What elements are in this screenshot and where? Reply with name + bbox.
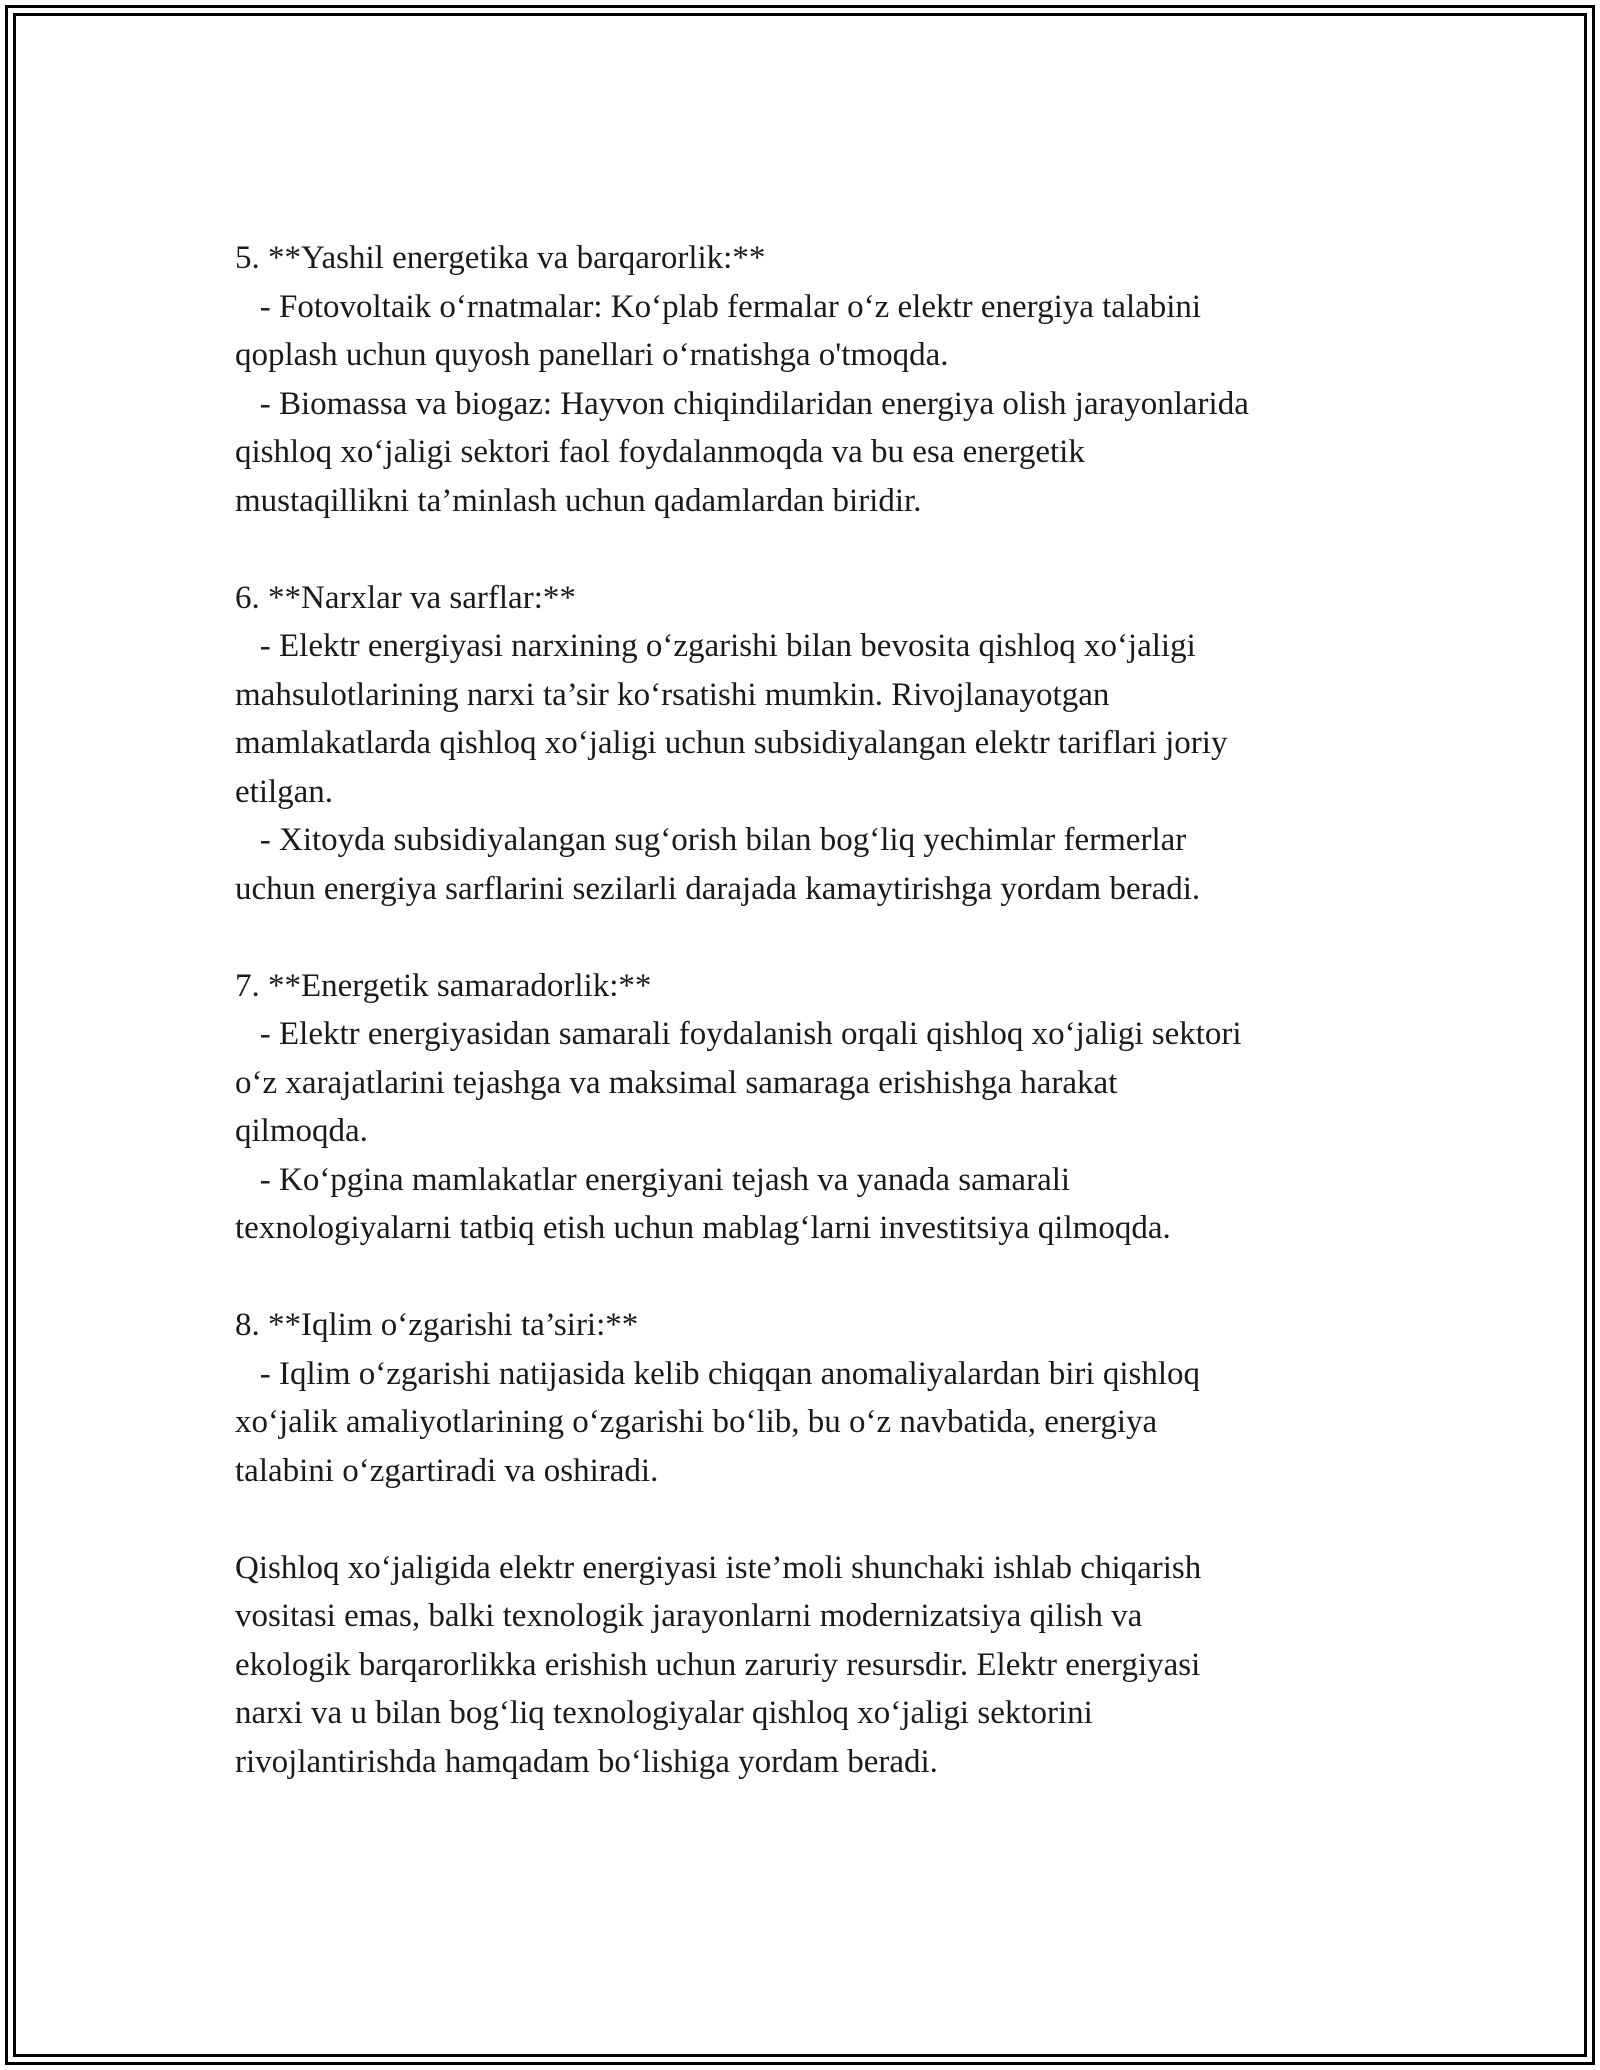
- document-body: [235, 234, 1405, 1835]
- text-line: etilgan.: [235, 773, 334, 810]
- text-line: xo‘jalik amaliyotlarining o‘zgarishi bo‘lib, bu o‘z navbatida, energiya: [235, 1404, 1158, 1440]
- text-line: - Elektr energiyasi narxining o‘zgarishi bilan bevosita qishloq xo‘jaligi: [235, 628, 1196, 664]
- text-line: rivojlantirishda hamqadam bo‘lishiga yordam beradi.: [235, 1743, 938, 1780]
- text-line: qishloq xo‘jaligi sektori faol foydalanmoqda va bu esa energetik: [235, 434, 1085, 470]
- section-heading: 5. **Yashil energetika va barqarorlik:**: [235, 240, 766, 276]
- text-line: narxi va u bilan bog‘liq texnologiyalar qishloq xo‘jaligi sektorini: [235, 1695, 1093, 1731]
- text-line: o‘z xarajatlarini tejashga va maksimal samaraga erishishga harakat: [235, 1064, 1118, 1101]
- section-green-energy: [235, 234, 1405, 525]
- text-line: ekologik barqarorlikka erishish uchun zaruriy resursdir. Elektr energiyasi: [235, 1646, 1201, 1683]
- text-line: mahsulotlarining narxi ta’sir ko‘rsatishi mumkin. Rivojlanayotgan: [235, 676, 1110, 713]
- text-line: Qishloq xo‘jaligida elektr energiyasi iste’moli shunchaki ishlab chiqarish: [235, 1549, 1202, 1586]
- section-climate-change: [235, 1301, 1405, 1495]
- section-heading: 6. **Narxlar va sarflar:**: [235, 579, 576, 616]
- text-line: qilmoqda.: [235, 1113, 368, 1149]
- text-line: talabini o‘zgartiradi va oshiradi.: [235, 1452, 659, 1489]
- text-line: - Xitoyda subsidiyalangan sug‘orish bilan bog‘liq yechimlar fermerlar: [235, 822, 1187, 858]
- text-line: - Elektr energiyasidan samarali foydalanish orqali qishloq xo‘jaligi sektori: [235, 1016, 1242, 1052]
- text-line: texnologiyalarni tatbiq etish uchun mablag‘larni investitsiya qilmoqda.: [235, 1210, 1171, 1246]
- text-line: - Fotovoltaik o‘rnatmalar: Ko‘plab fermalar o‘z elektr energiya talabini: [235, 288, 1202, 325]
- text-line: - Ko‘pgina mamlakatlar energiyani tejash va yanada samarali: [235, 1161, 1071, 1198]
- text-line: - Iqlim o‘zgarishi natijasida kelib chiqqan anomaliyalardan biri qishloq: [235, 1355, 1200, 1392]
- text-line: mustaqillikni ta’minlash uchun qadamlardan biridir.: [235, 482, 922, 519]
- text-line: vositasi emas, balki texnologik jarayonlarni modernizatsiya qilish va: [235, 1598, 1143, 1634]
- section-heading: 8. **Iqlim o‘zgarishi ta’siri:**: [235, 1307, 639, 1343]
- section-prices-costs: [235, 574, 1405, 914]
- text-line: uchun energiya sarflarini sezilarli darajada kamaytirishga yordam beradi.: [235, 870, 1201, 907]
- text-line: - Biomassa va biogaz: Hayvon chiqindilaridan energiya olish jarayonlarida: [235, 385, 1249, 422]
- section-heading: 7. **Energetik samaradorlik:**: [235, 967, 652, 1004]
- conclusion-paragraph: [235, 1544, 1405, 1787]
- text-line: mamlakatlarda qishloq xo‘jaligi uchun subsidiyalangan elektr tariflari joriy: [235, 725, 1228, 761]
- text-line: qoplash uchun quyosh panellari o‘rnatishga o'tmoqda.: [235, 337, 949, 373]
- section-energy-efficiency: [235, 962, 1405, 1253]
